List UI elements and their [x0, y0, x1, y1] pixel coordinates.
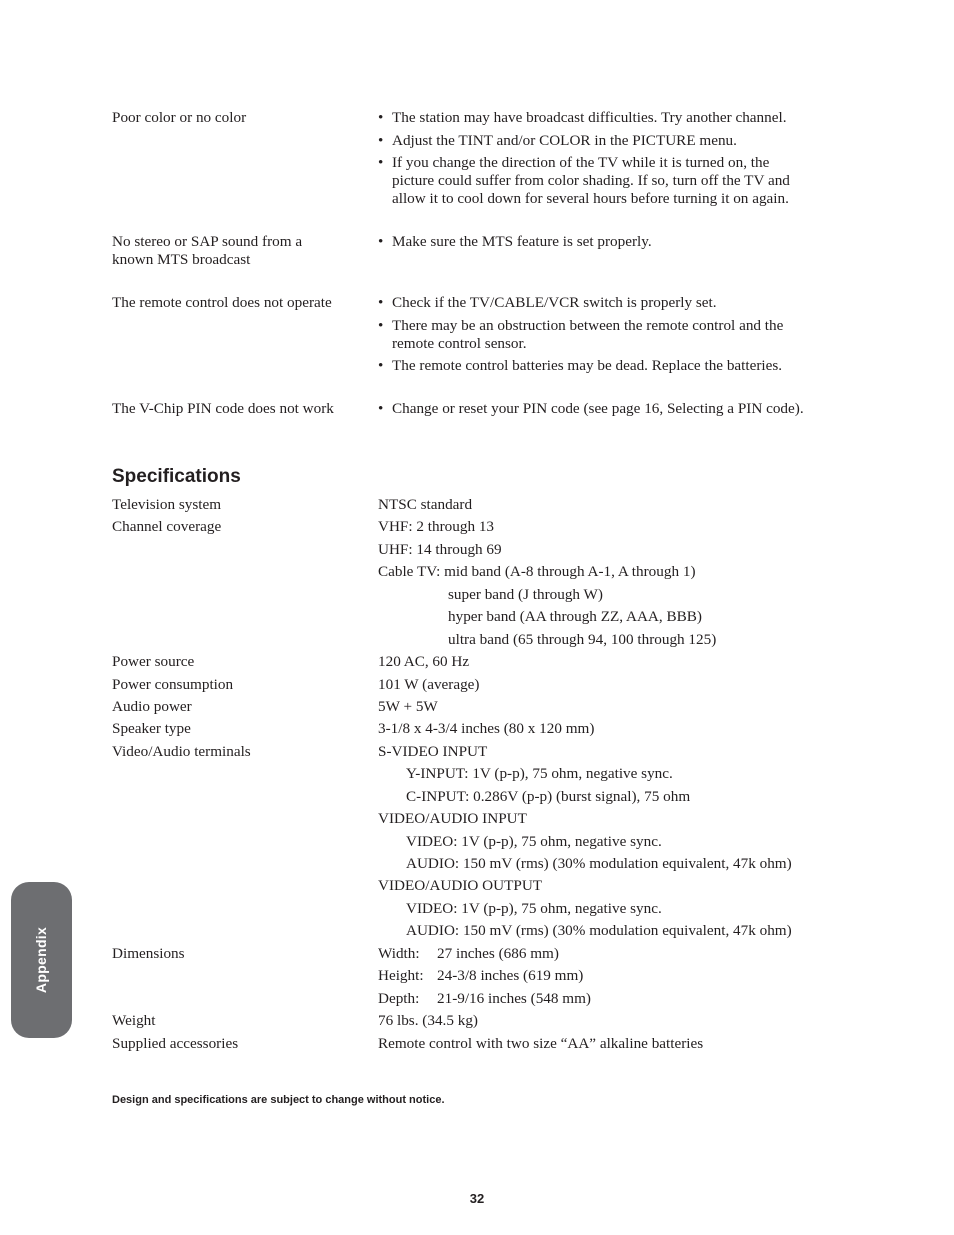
- spec-value-line: 101 W (average): [378, 675, 480, 693]
- solution-line: If you change the direction of the TV while it is turned on, the: [392, 154, 770, 171]
- spec-value: [378, 1035, 832, 1057]
- spec-label: Speaker type: [112, 720, 191, 738]
- spec-value: [378, 1012, 832, 1034]
- spec-value-line: NTSC standard: [378, 496, 473, 513]
- spec-value: [378, 698, 832, 720]
- spec-value: [378, 586, 832, 653]
- spec-row: [112, 586, 832, 653]
- spec-label: [112, 765, 378, 810]
- solution-text: [392, 233, 832, 251]
- specifications-table: [112, 496, 832, 1057]
- bullet-icon: •: [378, 357, 384, 374]
- appendix-tab-label: Appendix: [33, 926, 49, 994]
- troubleshooting-row: [112, 294, 832, 375]
- spec-value: [378, 518, 832, 585]
- spec-row: [112, 720, 832, 742]
- dimension-value: 21-9/16 inches (548 mm): [437, 989, 591, 1007]
- solution-line: Adjust the TINT and/or COLOR in the PICTURE menu.: [392, 131, 737, 149]
- appendix-side-tab: [11, 882, 72, 1038]
- problem-cell: [112, 400, 378, 418]
- spec-label: Weight: [112, 1012, 156, 1030]
- solution-item: [378, 109, 832, 127]
- troubleshooting-table: [112, 109, 832, 443]
- spec-label: [112, 877, 378, 899]
- solution-item: [378, 233, 832, 251]
- spec-value: [378, 833, 832, 878]
- solution-text: [392, 109, 832, 127]
- problem-line: No stereo or SAP sound from a: [112, 233, 303, 250]
- spec-label: [112, 586, 378, 653]
- bullet-icon: •: [378, 316, 384, 334]
- spec-value: [378, 653, 832, 675]
- solution-line: allow it to cool down for several hours before turning it on again.: [392, 190, 789, 207]
- spec-value: [378, 496, 832, 518]
- spec-value-line: VIDEO/AUDIO INPUT: [378, 810, 527, 828]
- spec-label: [112, 900, 378, 945]
- dimension-label: Height:: [378, 967, 424, 985]
- bullet-icon: •: [378, 400, 384, 417]
- problem-line: known MTS broadcast: [112, 251, 251, 268]
- spec-row: [112, 518, 832, 585]
- problem-cell: [112, 294, 378, 375]
- problem-cell: [112, 109, 378, 208]
- spec-value: [378, 743, 832, 765]
- spec-value-line: Remote control with two size “AA” alkaline batteries: [378, 1034, 704, 1052]
- spec-value-line: 76 lbs. (34.5 kg): [378, 1012, 478, 1030]
- spec-label: Supplied accessories: [112, 1034, 239, 1052]
- page-number: 32: [469, 1191, 485, 1206]
- spec-label: Dimensions: [112, 944, 185, 962]
- dimension-line: [378, 990, 832, 1012]
- bullet-icon: •: [378, 294, 384, 311]
- spec-row: [112, 810, 832, 832]
- problem-line: The remote control does not operate: [112, 294, 332, 311]
- problem-line: The V-Chip PIN code does not work: [112, 400, 334, 417]
- dimension-line: [378, 945, 832, 967]
- spec-value-line: 5W + 5W: [378, 697, 438, 715]
- solution-text: [392, 317, 832, 353]
- spec-row: [112, 900, 832, 945]
- spec-value-line: VIDEO/AUDIO OUTPUT: [378, 877, 543, 895]
- solution-line: remote control sensor.: [392, 334, 527, 352]
- solution-line: The station may have broadcast difficulties. Try another channel.: [392, 109, 787, 126]
- spec-label: Video/Audio terminals: [112, 742, 251, 760]
- spec-label: [112, 810, 378, 832]
- spec-label: Power source: [112, 653, 195, 671]
- solution-text: [392, 154, 832, 208]
- spec-value-line: ultra band (65 through 94, 100 through 125): [448, 630, 717, 648]
- spec-row: [112, 743, 832, 765]
- dimension-value: 24-3/8 inches (619 mm): [437, 967, 584, 985]
- bullet-icon: •: [378, 109, 384, 126]
- troubleshooting-row: [112, 233, 832, 269]
- solution-item: [378, 357, 832, 375]
- spec-row: [112, 653, 832, 675]
- solution-line: The remote control batteries may be dead. Replace the batteries.: [392, 357, 783, 374]
- spec-value: [378, 900, 832, 945]
- solution-cell: [378, 294, 832, 375]
- spec-row: [112, 945, 832, 1012]
- solution-line: There may be an obstruction between the remote control and the: [392, 316, 784, 334]
- problem-line: Poor color or no color: [112, 109, 247, 126]
- spec-value-line: VHF: 2 through 13: [378, 518, 495, 536]
- spec-value-line: Cable TV: mid band (A-8 through A-1, A through 1): [378, 563, 696, 581]
- spec-row: [112, 1012, 832, 1034]
- solution-line: Change or reset your PIN code (see page 16, Selecting a PIN code).: [392, 400, 804, 417]
- spec-value: [378, 945, 832, 1012]
- bullet-icon: •: [378, 233, 384, 250]
- solution-text: [392, 294, 832, 312]
- solution-text: [392, 357, 832, 375]
- solution-cell: [378, 109, 832, 208]
- spec-value: [378, 765, 832, 810]
- spec-value-line: AUDIO: 150 mV (rms) (30% modulation equivalent, 47k ohm): [406, 922, 792, 940]
- problem-cell: [112, 233, 378, 269]
- spec-value-line: Y-INPUT: 1V (p-p), 75 ohm, negative sync.: [406, 765, 673, 783]
- spec-row: [112, 765, 832, 810]
- solution-cell: [378, 400, 832, 418]
- specifications-heading: Specifications: [112, 466, 241, 487]
- solution-text: [392, 132, 832, 150]
- dimension-label: Depth:: [378, 989, 420, 1007]
- spec-value: [378, 810, 832, 832]
- spec-label: [112, 833, 378, 878]
- solution-cell: [378, 233, 832, 269]
- solution-line: picture could suffer from color shading. If so, turn off the TV and: [392, 172, 790, 189]
- solution-text: [392, 400, 832, 418]
- spec-value-line: VIDEO: 1V (p-p), 75 ohm, negative sync.: [406, 899, 662, 917]
- solution-line: Make sure the MTS feature is set properly.: [392, 233, 652, 250]
- bullet-icon: •: [378, 131, 384, 149]
- spec-value: [378, 877, 832, 899]
- spec-row: [112, 676, 832, 698]
- spec-value-line: AUDIO: 150 mV (rms) (30% modulation equivalent, 47k ohm): [406, 855, 792, 872]
- spec-value: [378, 720, 832, 742]
- spec-value-line: 3-1/8 x 4-3/4 inches (80 x 120 mm): [378, 720, 595, 738]
- solution-item: [378, 154, 832, 208]
- spec-value-line: C-INPUT: 0.286V (p-p) (burst signal), 75 ohm: [406, 787, 691, 805]
- spec-label: Audio power: [112, 697, 192, 715]
- dimension-line: [378, 967, 832, 989]
- spec-value-line: UHF: 14 through 69: [378, 540, 502, 558]
- troubleshooting-row: [112, 109, 832, 208]
- solution-item: [378, 294, 832, 312]
- solution-item: [378, 400, 832, 418]
- spec-row: [112, 833, 832, 878]
- spec-label: Channel coverage: [112, 518, 222, 536]
- spec-label: Power consumption: [112, 675, 234, 693]
- spec-label: Television system: [112, 496, 222, 513]
- notice-text: Design and specifications are subject to change without notice.: [112, 1094, 445, 1106]
- solution-line: Check if the TV/CABLE/VCR switch is properly set.: [392, 294, 717, 311]
- solution-item: [378, 132, 832, 150]
- spec-value: [378, 676, 832, 698]
- spec-row: [112, 698, 832, 720]
- bullet-icon: •: [378, 154, 384, 171]
- spec-value-line: super band (J through W): [448, 585, 603, 603]
- spec-value-line: 120 AC, 60 Hz: [378, 653, 470, 671]
- dimension-label: Width:: [378, 944, 420, 962]
- spec-value-line: VIDEO: 1V (p-p), 75 ohm, negative sync.: [406, 832, 662, 850]
- solution-item: [378, 317, 832, 353]
- spec-row: [112, 877, 832, 899]
- dimension-value: 27 inches (686 mm): [437, 944, 559, 962]
- spec-row: [112, 496, 832, 518]
- spec-value-line: hyper band (AA through ZZ, AAA, BBB): [448, 608, 702, 626]
- troubleshooting-row: [112, 400, 832, 418]
- spec-value-line: S-VIDEO INPUT: [378, 742, 488, 760]
- spec-row: [112, 1035, 832, 1057]
